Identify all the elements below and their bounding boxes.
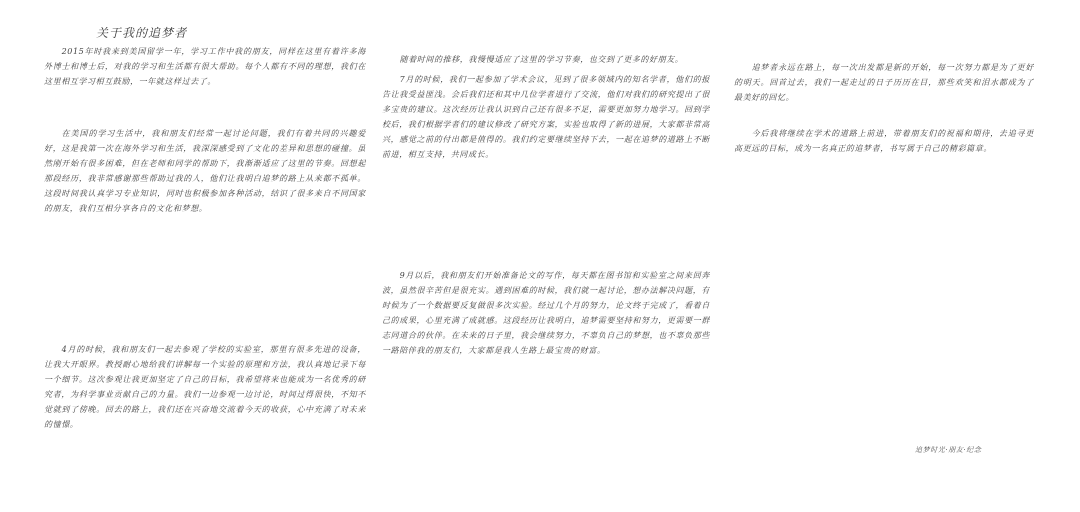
paragraph: 追梦者永远在路上，每一次出发都是新的开始，每一次努力都是为了更好的明天。回首过去，我们一起走过的日子历历在目，那些欢笑和泪水都成为了最美好的回忆。: [734, 63, 1034, 102]
paragraph: 4月的时候，我和朋友们一起去参观了学校的实验室，那里有很多先进的设备，让我大开眼界。教授耐心地给我们讲解每一个实验的原理和方法，我认真地记录下每一个细节。这次参观让我更加坚定了自己的目标，我希望将来也能成为一名优秀的研究者，为科学事业贡献自己的力量。我们一边参观一边讨论，时间过得很快，不知不觉就到了傍晚。回去的路上，我们还在兴奋地交流着今天的收获，心中充满了对未来的憧憬。: [44, 345, 366, 429]
signature: 追梦时光·朋友·纪念: [915, 446, 982, 454]
text-column-right: [734, 0, 1034, 512]
paragraph: 2015年时我来到美国留学一年，学习工作中我的朋友，同样在这里有着许多海外博士和博士后，对我的学习和生活都有很大帮助。每个人都有不同的理想，我们在这里相互学习相互鼓励，一年就这样过去了。: [44, 47, 366, 86]
document-title: 关于我的追梦者: [96, 26, 188, 40]
paragraph: 今后我将继续在学术的道路上前进，带着朋友们的祝福和期待，去追寻更高更远的目标，成为一名真正的追梦者，书写属于自己的精彩篇章。: [734, 129, 1034, 153]
paragraph: 9月以后，我和朋友们开始准备论文的写作，每天都在图书馆和实验室之间来回奔波，虽然很辛苦但是很充实。遇到困难的时候，我们就一起讨论，想办法解决问题，有时候为了一个数据要反复做很多次实验。经过几个月的努力，论文终于完成了，看着自己的成果，心里充满了成就感。这段经历让我明白，追梦需要坚持和努力，更需要一群志同道合的伙伴。在未来的日子里，我会继续努力，不辜负自己的梦想，也不辜负那些一路陪伴我的朋友们，大家都是我人生路上最宝贵的财富。: [382, 271, 710, 355]
text-column-left: [44, 0, 366, 512]
text-column-middle: [382, 0, 710, 512]
paragraph: 在美国的学习生活中，我和朋友们经常一起讨论问题，我们有着共同的兴趣爱好，这是我第一次在海外学习和生活，我深深感受到了文化的差异和思想的碰撞。虽然刚开始有很多困难，但在老师和同学的帮助下，我渐渐适应了这里的节奏。回想起那段经历，我非常感谢那些帮助过我的人，他们让我明白追梦的路上从来都不孤单。这段时间我认真学习专业知识，同时也积极参加各种活动，结识了很多来自不同国家的朋友，我们互相分享各自的文化和梦想。: [44, 129, 366, 213]
paragraph: 随着时间的推移，我慢慢适应了这里的学习节奏，也交到了更多的好朋友。: [399, 55, 684, 64]
paragraph: 7月的时候，我们一起参加了学术会议，见到了很多领域内的知名学者，他们的报告让我受益匪浅。会后我们还和其中几位学者进行了交流，他们对我们的研究提出了很多宝贵的建议。这次经历让我认识到自己还有很多不足，需要更加努力地学习。回到学校后，我们根据学者们的建议修改了研究方案，实验也取得了新的进展，大家都非常高兴，感觉之前的付出都是值得的。我们约定要继续坚持下去，一起在追梦的道路上不断前进，相互支持，共同成长。: [382, 75, 710, 159]
